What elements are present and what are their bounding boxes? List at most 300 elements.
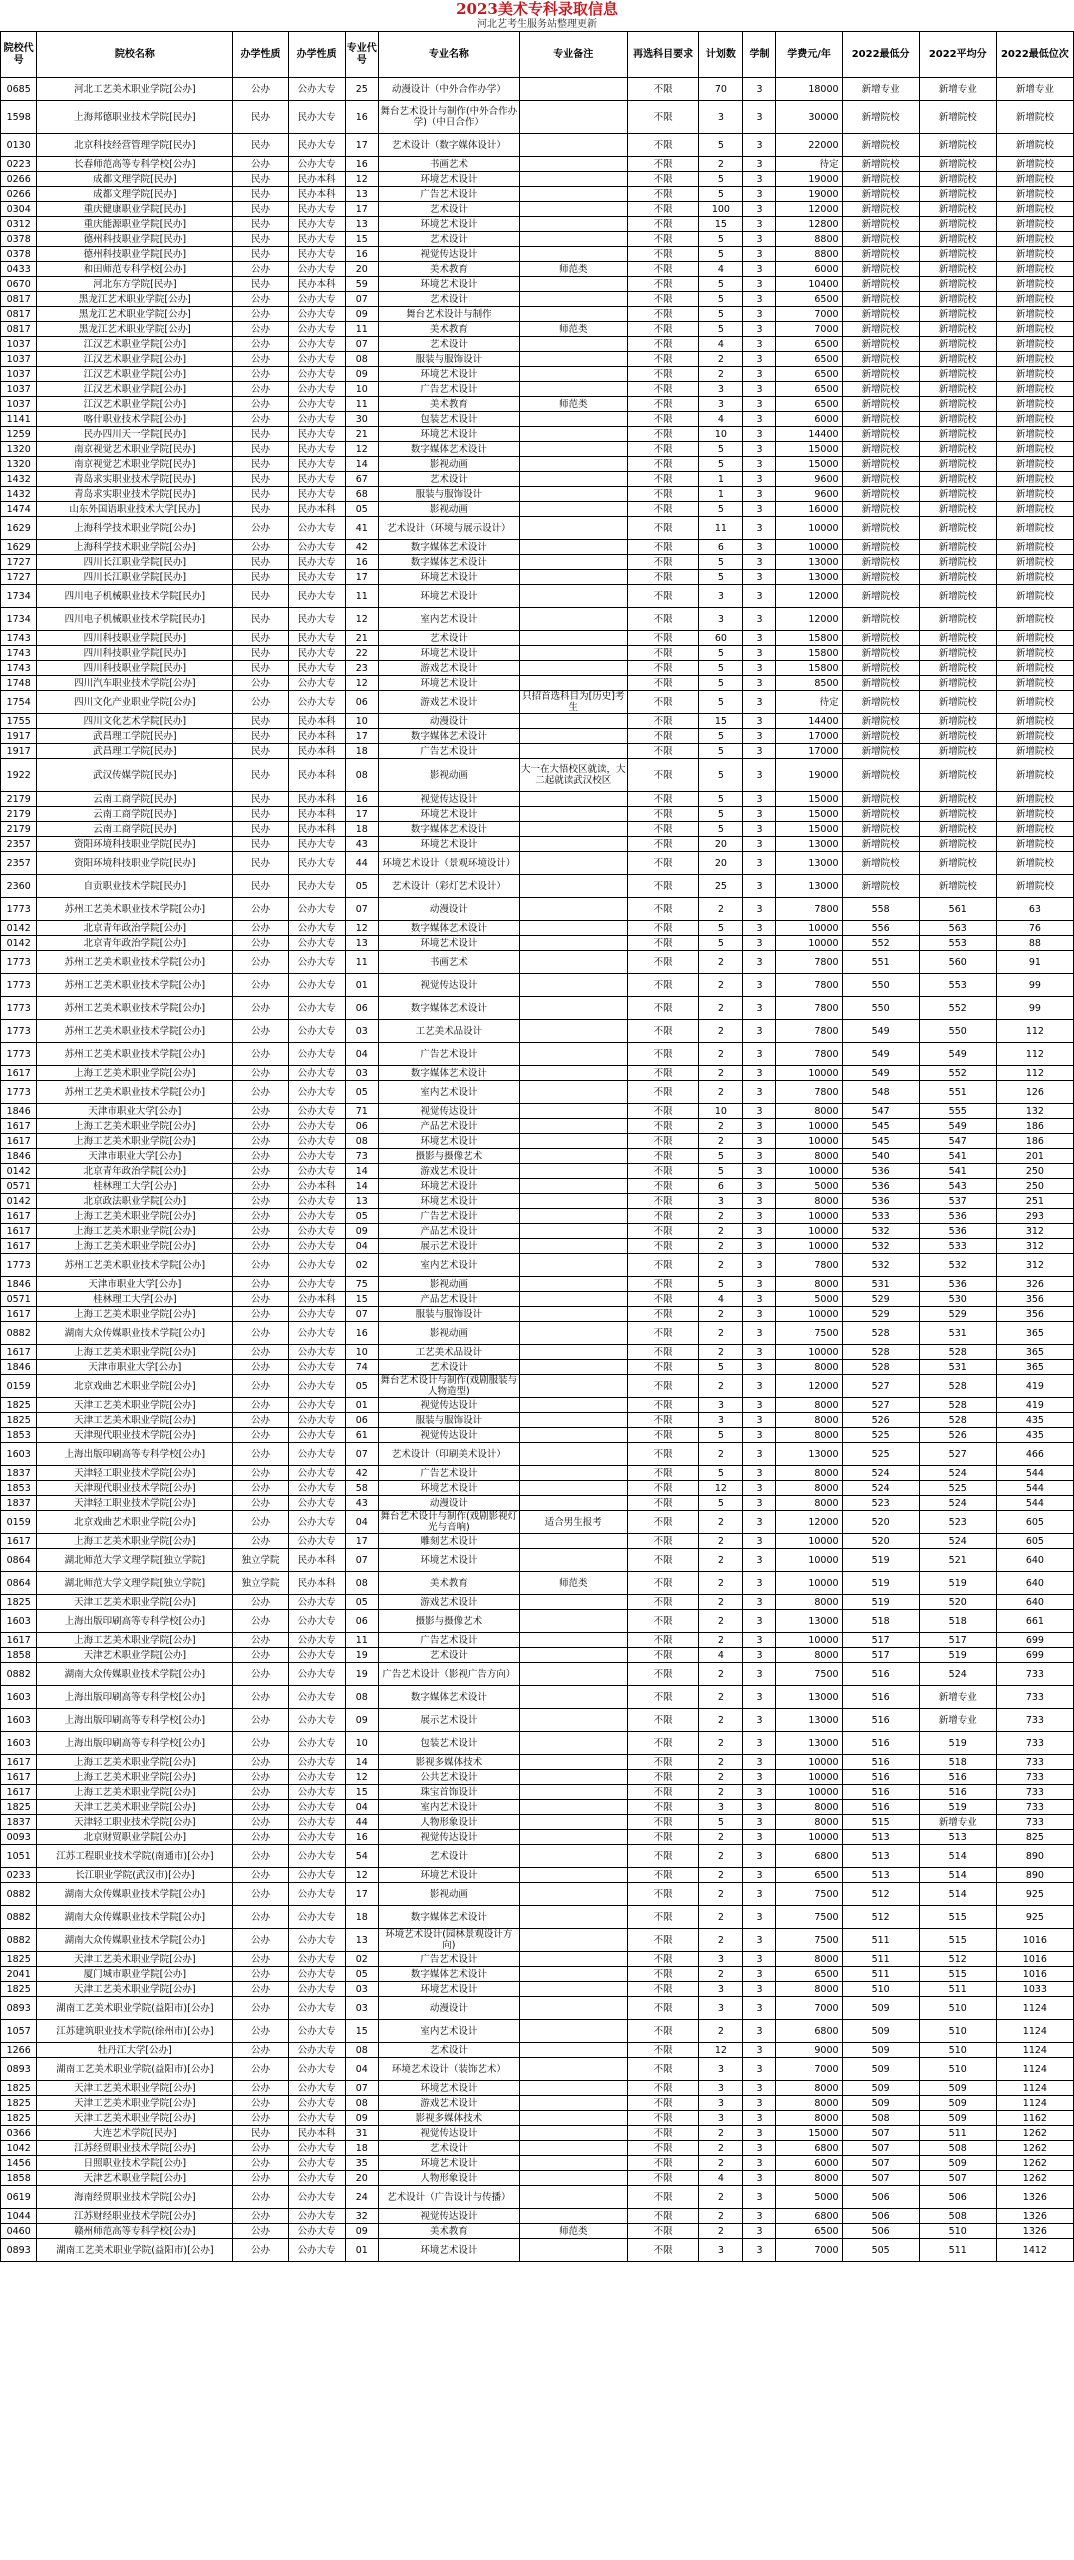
major-note — [519, 172, 627, 187]
school-code: 1825 — [1, 2111, 37, 2126]
school-name: 北京戏曲艺术职业学院[公办] — [37, 1511, 233, 1534]
avg-score-2022: 新增院校 — [919, 631, 996, 646]
table-row — [1, 1375, 1074, 1398]
major-note — [519, 1830, 627, 1845]
min-rank-2022: 1124 — [996, 2043, 1073, 2058]
min-rank-2022: 699 — [996, 1648, 1073, 1663]
tuition: 13000 — [776, 875, 842, 898]
min-score-2022: 新增院校 — [842, 442, 919, 457]
avg-score-2022: 532 — [919, 1254, 996, 1277]
tuition: 15000 — [776, 2126, 842, 2141]
plan-count: 2 — [699, 1686, 743, 1709]
tuition: 10000 — [776, 1785, 842, 1800]
school-type: 公办大专 — [288, 1967, 345, 1982]
school-name: 苏州工艺美术职业技术学院[公办] — [37, 997, 233, 1020]
table-row — [1, 936, 1074, 951]
major-note: 适合男生报考 — [519, 1511, 627, 1534]
subject-requirement: 不限 — [627, 1496, 699, 1511]
school-type: 公办大专 — [288, 1322, 345, 1345]
min-score-2022: 528 — [842, 1345, 919, 1360]
school-name: 上海工艺美术职业学院[公办] — [37, 1119, 233, 1134]
school-type: 民办本科 — [288, 1549, 345, 1572]
major-note — [519, 2171, 627, 2186]
tuition: 12000 — [776, 1375, 842, 1398]
school-code: 0378 — [1, 232, 37, 247]
tuition: 7000 — [776, 2058, 842, 2081]
plan-count: 5 — [699, 292, 743, 307]
min-score-2022: 新增院校 — [842, 457, 919, 472]
major-code: 08 — [345, 352, 378, 367]
min-rank-2022: 112 — [996, 1066, 1073, 1081]
min-rank-2022: 1326 — [996, 2209, 1073, 2224]
major-code: 04 — [345, 1239, 378, 1254]
school-name: 四川汽车职业技术学院[公办] — [37, 676, 233, 691]
school-type: 公办大专 — [288, 2111, 345, 2126]
major-name: 环境艺术设计 — [378, 2156, 519, 2171]
tuition: 10000 — [776, 517, 842, 540]
major-code: 13 — [345, 1929, 378, 1952]
school-type: 民办大专 — [288, 646, 345, 661]
min-rank-2022: 890 — [996, 1868, 1073, 1883]
school-type: 公办大专 — [288, 1481, 345, 1496]
plan-count: 5 — [699, 570, 743, 585]
major-code: 35 — [345, 2156, 378, 2171]
min-rank-2022: 新增院校 — [996, 262, 1073, 277]
plan-count: 2 — [699, 1755, 743, 1770]
school-name: 桂林理工大学[公办] — [37, 1179, 233, 1194]
subject-requirement: 不限 — [627, 487, 699, 502]
school-name: 天津工艺美术职业学院[公办] — [37, 1398, 233, 1413]
major-name: 环境艺术设计 — [378, 676, 519, 691]
table-row — [1, 262, 1074, 277]
min-score-2022: 513 — [842, 1830, 919, 1845]
plan-count: 2 — [699, 1549, 743, 1572]
avg-score-2022: 510 — [919, 2224, 996, 2239]
school-name: 湖南大众传媒职业技术学院[公办] — [37, 1322, 233, 1345]
avg-score-2022: 510 — [919, 1997, 996, 2020]
avg-score-2022: 519 — [919, 1732, 996, 1755]
avg-score-2022: 515 — [919, 1906, 996, 1929]
min-rank-2022: 新增院校 — [996, 217, 1073, 232]
major-name: 工艺美术品设计 — [378, 1020, 519, 1043]
min-rank-2022: 1016 — [996, 1952, 1073, 1967]
major-name: 视觉传达设计 — [378, 974, 519, 997]
tuition: 19000 — [776, 187, 842, 202]
school-name: 天津现代职业技术学院[公办] — [37, 1428, 233, 1443]
min-rank-2022: 63 — [996, 898, 1073, 921]
table-row — [1, 1663, 1074, 1686]
avg-score-2022: 550 — [919, 1020, 996, 1043]
major-note — [519, 2156, 627, 2171]
table-row — [1, 646, 1074, 661]
major-name: 艺术设计 — [378, 2141, 519, 2156]
school-code: 0233 — [1, 1868, 37, 1883]
major-name: 广告艺术设计 — [378, 1952, 519, 1967]
plan-count: 3 — [699, 2081, 743, 2096]
school-name: 四川科技职业学院[民办] — [37, 661, 233, 676]
school-code: 0142 — [1, 936, 37, 951]
major-name: 展示艺术设计 — [378, 1239, 519, 1254]
school-type: 公办大专 — [288, 1511, 345, 1534]
duration: 3 — [743, 1511, 776, 1534]
major-name: 影视多媒体技术 — [378, 1755, 519, 1770]
avg-score-2022: 新增院校 — [919, 714, 996, 729]
tuition: 13000 — [776, 555, 842, 570]
major-note — [519, 1549, 627, 1572]
major-code: 68 — [345, 487, 378, 502]
school-type: 民办大专 — [288, 442, 345, 457]
min-rank-2022: 1162 — [996, 2111, 1073, 2126]
plan-count: 3 — [699, 608, 743, 631]
major-code: 44 — [345, 852, 378, 875]
min-score-2022: 新增院校 — [842, 676, 919, 691]
major-name: 包装艺术设计 — [378, 412, 519, 427]
avg-score-2022: 547 — [919, 1134, 996, 1149]
major-code: 44 — [345, 1815, 378, 1830]
major-note — [519, 744, 627, 759]
duration: 3 — [743, 2081, 776, 2096]
major-note — [519, 1179, 627, 1194]
major-code: 12 — [345, 1868, 378, 1883]
duration: 3 — [743, 1967, 776, 1982]
duration: 3 — [743, 2111, 776, 2126]
major-code: 12 — [345, 608, 378, 631]
school-code: 1734 — [1, 585, 37, 608]
school-code: 1617 — [1, 1134, 37, 1149]
school-code: 0159 — [1, 1511, 37, 1534]
duration: 3 — [743, 502, 776, 517]
tuition: 5000 — [776, 1179, 842, 1194]
major-code: 16 — [345, 247, 378, 262]
school-name: 北京戏曲艺术职业学院[公办] — [37, 1375, 233, 1398]
avg-score-2022: 519 — [919, 1800, 996, 1815]
school-name: 上海工艺美术职业学院[公办] — [37, 1066, 233, 1081]
school-type: 公办大专 — [288, 1413, 345, 1428]
subject-requirement: 不限 — [627, 412, 699, 427]
duration: 3 — [743, 427, 776, 442]
duration: 3 — [743, 951, 776, 974]
avg-score-2022: 536 — [919, 1224, 996, 1239]
major-code: 07 — [345, 292, 378, 307]
major-note — [519, 472, 627, 487]
min-score-2022: 556 — [842, 921, 919, 936]
subject-requirement: 不限 — [627, 676, 699, 691]
duration: 3 — [743, 608, 776, 631]
duration: 3 — [743, 540, 776, 555]
min-score-2022: 新增专业 — [842, 78, 919, 101]
tuition: 7800 — [776, 898, 842, 921]
school-type: 公办大专 — [288, 157, 345, 172]
school-type: 公办大专 — [288, 382, 345, 397]
school-code: 0817 — [1, 322, 37, 337]
major-code: 58 — [345, 1481, 378, 1496]
duration: 3 — [743, 157, 776, 172]
avg-score-2022: 新增院校 — [919, 262, 996, 277]
avg-score-2022: 528 — [919, 1398, 996, 1413]
school-code: 1603 — [1, 1443, 37, 1466]
school-code: 0882 — [1, 1929, 37, 1952]
tuition: 待定 — [776, 691, 842, 714]
major-name: 广告艺术设计 — [378, 744, 519, 759]
school-code: 1748 — [1, 676, 37, 691]
ownership: 民办 — [233, 134, 288, 157]
major-code: 16 — [345, 555, 378, 570]
avg-score-2022: 516 — [919, 1785, 996, 1800]
school-name: 成都文理学院[民办] — [37, 187, 233, 202]
duration: 3 — [743, 1800, 776, 1815]
avg-score-2022: 新增院校 — [919, 352, 996, 367]
duration: 3 — [743, 1595, 776, 1610]
major-code: 74 — [345, 1360, 378, 1375]
major-name: 广告艺术设计 — [378, 1466, 519, 1481]
school-name: 天津轻工职业技术学院[公办] — [37, 1496, 233, 1511]
school-code: 0571 — [1, 1292, 37, 1307]
subject-requirement: 不限 — [627, 1104, 699, 1119]
min-rank-2022: 新增院校 — [996, 101, 1073, 134]
avg-score-2022: 509 — [919, 2096, 996, 2111]
major-code: 71 — [345, 1104, 378, 1119]
tuition: 6500 — [776, 292, 842, 307]
ownership: 公办 — [233, 2096, 288, 2111]
plan-count: 10 — [699, 1104, 743, 1119]
table-row — [1, 1443, 1074, 1466]
tuition: 10000 — [776, 1209, 842, 1224]
min-score-2022: 516 — [842, 1800, 919, 1815]
tuition: 13000 — [776, 570, 842, 585]
school-name: 上海出版印刷高等专科学校[公办] — [37, 1610, 233, 1633]
avg-score-2022: 506 — [919, 2186, 996, 2209]
duration: 3 — [743, 202, 776, 217]
tuition: 5000 — [776, 2186, 842, 2209]
subject-requirement: 不限 — [627, 2186, 699, 2209]
subject-requirement: 不限 — [627, 1194, 699, 1209]
major-note — [519, 217, 627, 232]
major-name: 数字媒体艺术设计 — [378, 997, 519, 1020]
major-name: 游戏艺术设计 — [378, 1164, 519, 1179]
subject-requirement: 不限 — [627, 1134, 699, 1149]
school-type: 公办大专 — [288, 1686, 345, 1709]
min-score-2022: 515 — [842, 1815, 919, 1830]
school-name: 武昌理工学院[民办] — [37, 729, 233, 744]
avg-score-2022: 553 — [919, 936, 996, 951]
major-name: 艺术设计 — [378, 1845, 519, 1868]
min-score-2022: 520 — [842, 1511, 919, 1534]
major-note: 师范类 — [519, 322, 627, 337]
school-type: 公办大专 — [288, 1239, 345, 1254]
ownership: 民办 — [233, 101, 288, 134]
tuition: 8000 — [776, 1428, 842, 1443]
duration: 3 — [743, 2239, 776, 2262]
table-row — [1, 1360, 1074, 1375]
duration: 3 — [743, 1020, 776, 1043]
table-row — [1, 807, 1074, 822]
ownership: 民办 — [233, 217, 288, 232]
school-name: 长春师范高等专科学校[公办] — [37, 157, 233, 172]
min-score-2022: 516 — [842, 1755, 919, 1770]
school-type: 民办大专 — [288, 487, 345, 502]
min-score-2022: 517 — [842, 1633, 919, 1648]
school-code: 1773 — [1, 1081, 37, 1104]
school-type: 公办大专 — [288, 1209, 345, 1224]
min-score-2022: 新增院校 — [842, 292, 919, 307]
avg-score-2022: 新增院校 — [919, 517, 996, 540]
major-name: 影视多媒体技术 — [378, 2111, 519, 2126]
school-name: 武昌理工学院[民办] — [37, 744, 233, 759]
ownership: 公办 — [233, 1164, 288, 1179]
table-row — [1, 1868, 1074, 1883]
duration: 3 — [743, 1345, 776, 1360]
major-code: 17 — [345, 570, 378, 585]
major-code: 19 — [345, 1663, 378, 1686]
duration: 3 — [743, 101, 776, 134]
plan-count: 5 — [699, 307, 743, 322]
school-name: 四川长江职业学院[民办] — [37, 570, 233, 585]
table-row — [1, 1134, 1074, 1149]
duration: 3 — [743, 2141, 776, 2156]
major-note — [519, 382, 627, 397]
avg-score-2022: 新增院校 — [919, 555, 996, 570]
tuition: 6000 — [776, 2156, 842, 2171]
table-row — [1, 608, 1074, 631]
ownership: 公办 — [233, 1119, 288, 1134]
avg-score-2022: 528 — [919, 1413, 996, 1428]
major-name: 动漫设计 — [378, 1997, 519, 2020]
min-rank-2022: 99 — [996, 997, 1073, 1020]
major-note — [519, 2081, 627, 2096]
tuition: 8000 — [776, 1815, 842, 1830]
school-type: 民办大专 — [288, 217, 345, 232]
page-subtitle: 河北艺考生服务站整理更新 — [477, 19, 597, 30]
avg-score-2022: 新增专业 — [919, 78, 996, 101]
major-note — [519, 292, 627, 307]
subject-requirement: 不限 — [627, 1375, 699, 1398]
column-header: 院校代号 — [1, 32, 37, 78]
school-name: 民办四川天一学院[民办] — [37, 427, 233, 442]
major-note — [519, 487, 627, 502]
major-code: 18 — [345, 744, 378, 759]
major-name: 产品艺术设计 — [378, 1292, 519, 1307]
major-code: 73 — [345, 1149, 378, 1164]
subject-requirement: 不限 — [627, 1292, 699, 1307]
min-score-2022: 516 — [842, 1770, 919, 1785]
avg-score-2022: 507 — [919, 2171, 996, 2186]
subject-requirement: 不限 — [627, 322, 699, 337]
major-name: 环境艺术设计(园林景观设计方向) — [378, 1929, 519, 1952]
school-type: 公办大专 — [288, 1883, 345, 1906]
tuition: 6500 — [776, 382, 842, 397]
duration: 3 — [743, 1254, 776, 1277]
avg-score-2022: 526 — [919, 1428, 996, 1443]
table-row — [1, 2126, 1074, 2141]
min-rank-2022: 新增院校 — [996, 157, 1073, 172]
min-score-2022: 536 — [842, 1179, 919, 1194]
subject-requirement: 不限 — [627, 2020, 699, 2043]
school-type: 民办本科 — [288, 822, 345, 837]
min-score-2022: 新增院校 — [842, 792, 919, 807]
school-type: 公办大专 — [288, 921, 345, 936]
school-name: 天津工艺美术职业学院[公办] — [37, 2111, 233, 2126]
ownership: 民办 — [233, 646, 288, 661]
major-name: 艺术设计 — [378, 232, 519, 247]
duration: 3 — [743, 1906, 776, 1929]
table-row — [1, 487, 1074, 502]
ownership: 公办 — [233, 1360, 288, 1375]
min-rank-2022: 新增院校 — [996, 397, 1073, 412]
table-row — [1, 1549, 1074, 1572]
min-score-2022: 新增院校 — [842, 487, 919, 502]
avg-score-2022: 新增院校 — [919, 217, 996, 232]
school-name: 德州科技职业学院[民办] — [37, 232, 233, 247]
ownership: 独立学院 — [233, 1549, 288, 1572]
plan-count: 2 — [699, 2141, 743, 2156]
school-name: 四川科技职业学院[民办] — [37, 646, 233, 661]
tuition: 7500 — [776, 1883, 842, 1906]
school-name: 江苏建筑职业技术学院(徐州市)[公办] — [37, 2020, 233, 2043]
major-name: 艺术设计（环境与展示设计） — [378, 517, 519, 540]
avg-score-2022: 516 — [919, 1770, 996, 1785]
table-row — [1, 951, 1074, 974]
ownership: 公办 — [233, 1413, 288, 1428]
ownership: 公办 — [233, 691, 288, 714]
school-name: 湖南大众传媒职业技术学院[公办] — [37, 1929, 233, 1952]
avg-score-2022: 509 — [919, 2081, 996, 2096]
school-code: 1037 — [1, 337, 37, 352]
min-rank-2022: 新增院校 — [996, 691, 1073, 714]
major-note — [519, 412, 627, 427]
major-name: 舞台艺术设计与制作 — [378, 307, 519, 322]
major-note — [519, 1648, 627, 1663]
ownership: 公办 — [233, 1277, 288, 1292]
school-name: 黑龙江艺术职业学院[公办] — [37, 307, 233, 322]
tuition: 7500 — [776, 1663, 842, 1686]
table-row — [1, 202, 1074, 217]
major-name: 室内艺术设计 — [378, 1800, 519, 1815]
plan-count: 2 — [699, 1572, 743, 1595]
tuition: 8800 — [776, 232, 842, 247]
school-name: 北京青年政治学院[公办] — [37, 1164, 233, 1179]
min-score-2022: 509 — [842, 1997, 919, 2020]
major-note — [519, 2186, 627, 2209]
ownership: 公办 — [233, 337, 288, 352]
ownership: 公办 — [233, 517, 288, 540]
avg-score-2022: 511 — [919, 2126, 996, 2141]
subject-requirement: 不限 — [627, 631, 699, 646]
major-code: 14 — [345, 1164, 378, 1179]
major-name: 包装艺术设计 — [378, 1732, 519, 1755]
min-score-2022: 516 — [842, 1709, 919, 1732]
school-type: 公办大专 — [288, 1633, 345, 1648]
school-code: 0266 — [1, 187, 37, 202]
subject-requirement: 不限 — [627, 555, 699, 570]
school-type: 公办大专 — [288, 1610, 345, 1633]
min-rank-2022: 640 — [996, 1549, 1073, 1572]
tuition: 13000 — [776, 1686, 842, 1709]
avg-score-2022: 510 — [919, 2058, 996, 2081]
avg-score-2022: 549 — [919, 1119, 996, 1134]
avg-score-2022: 新增院校 — [919, 322, 996, 337]
min-score-2022: 新增院校 — [842, 555, 919, 570]
subject-requirement: 不限 — [627, 1648, 699, 1663]
school-name: 上海出版印刷高等专科学校[公办] — [37, 1709, 233, 1732]
school-type: 民办本科 — [288, 502, 345, 517]
school-type: 公办大专 — [288, 1307, 345, 1322]
school-code: 0685 — [1, 78, 37, 101]
min-score-2022: 516 — [842, 1785, 919, 1800]
major-code: 16 — [345, 1830, 378, 1845]
tuition: 7000 — [776, 1997, 842, 2020]
ownership: 公办 — [233, 382, 288, 397]
plan-count: 2 — [699, 1633, 743, 1648]
